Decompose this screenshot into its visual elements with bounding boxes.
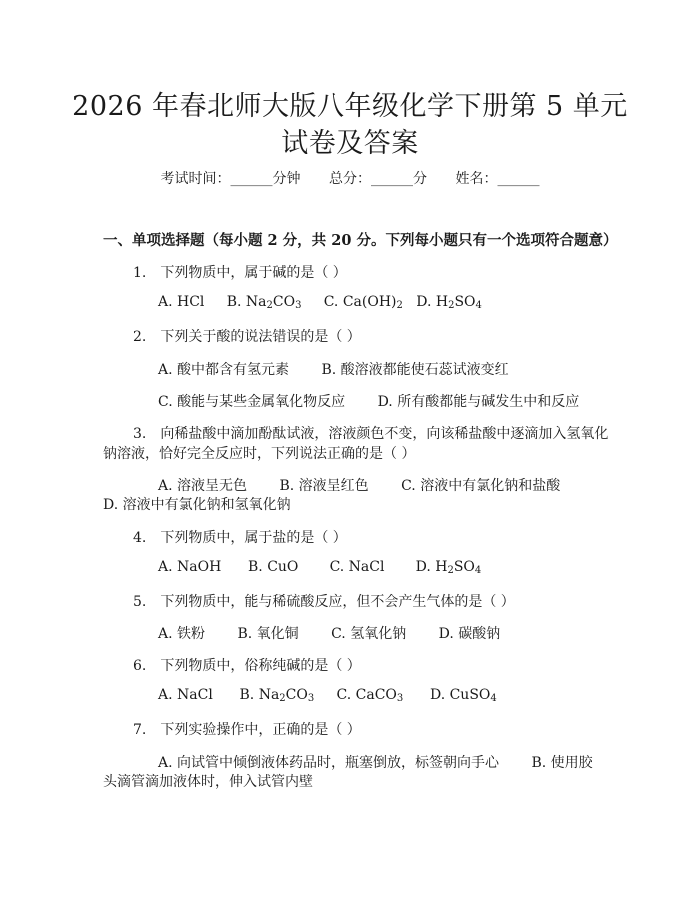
question-6-options: A. NaCl B. $Na_2CO_3$ C. CaCO$_3$ D. CuSO$_4$ [158,687,497,704]
question-3-line-2: 钠溶液，恰好完全反应时，下列说法正确的是（ ） [103,446,416,462]
question-2: 2. 下列关于酸的说法错误的是（ ） [133,329,361,345]
question-4: 4. 下列物质中，属于盐的是（ ） [133,530,347,546]
student-name: 姓名：______ [455,171,540,187]
question-7-options-line-1: A. 向试管中倾倒液体药品时，瓶塞倒放，标签朝向手心 B. 使用胶 [158,755,593,771]
question-1-options: A. HCl B. $Na_2CO_3$ C. $Ca(OH)_2$ D. $H_2SO_4$ [158,294,482,311]
exam-time: 考试时间：______分钟 [160,171,301,187]
document-title-line-2: 试卷及答案 [281,128,419,159]
exam-meta [0,168,700,188]
question-3-option-d: D. 溶液中有氯化钠和氢氧化钠 [103,497,291,513]
question-2-options-a-b: A. 酸中都含有氢元素 B. 酸溶液都能使石蕊试液变红 [158,362,509,378]
question-6: 6. 下列物质中，俗称纯碱的是（ ） [133,658,361,674]
question-2-options-c-d: C. 酸能与某些金属氧化物反应 D. 所有酸都能与碱发生中和反应 [158,394,580,410]
question-1: 1. 下列物质中，属于碱的是（ ） [133,265,347,281]
section-heading: 一、单项选择题（每小题 2 分，共 20 分。下列每小题只有一个选项符合题意） [103,232,618,249]
question-5: 5. 下列物质中，能与稀硫酸反应，但不会产生气体的是（ ） [133,594,515,610]
document-title-line-1: 2026 年春北师大版八年级化学下册第 5 单元 [72,91,628,122]
question-7-options-line-2: 头滴管滴加液体时，伸入试管内壁 [103,774,313,790]
question-5-options: A. 铁粉 B. 氧化铜 C. 氢氧化钠 D. 碳酸钠 [158,626,501,642]
question-7: 7. 下列实验操作中，正确的是（ ） [133,722,361,738]
question-3-options-a-c: A. 溶液呈无色 B. 溶液呈红色 C. 溶液中有氯化钠和盐酸 [158,478,561,494]
question-4-options: A. NaOH B. CuO C. NaCl D. $H_2SO_4$ [158,559,482,576]
question-3-line-1: 3. 向稀盐酸中滴加酚酞试液，溶液颜色不变，向该稀盐酸中逐滴加入氢氧化 [133,426,609,442]
exam-score: 总分：______分 [329,171,427,187]
